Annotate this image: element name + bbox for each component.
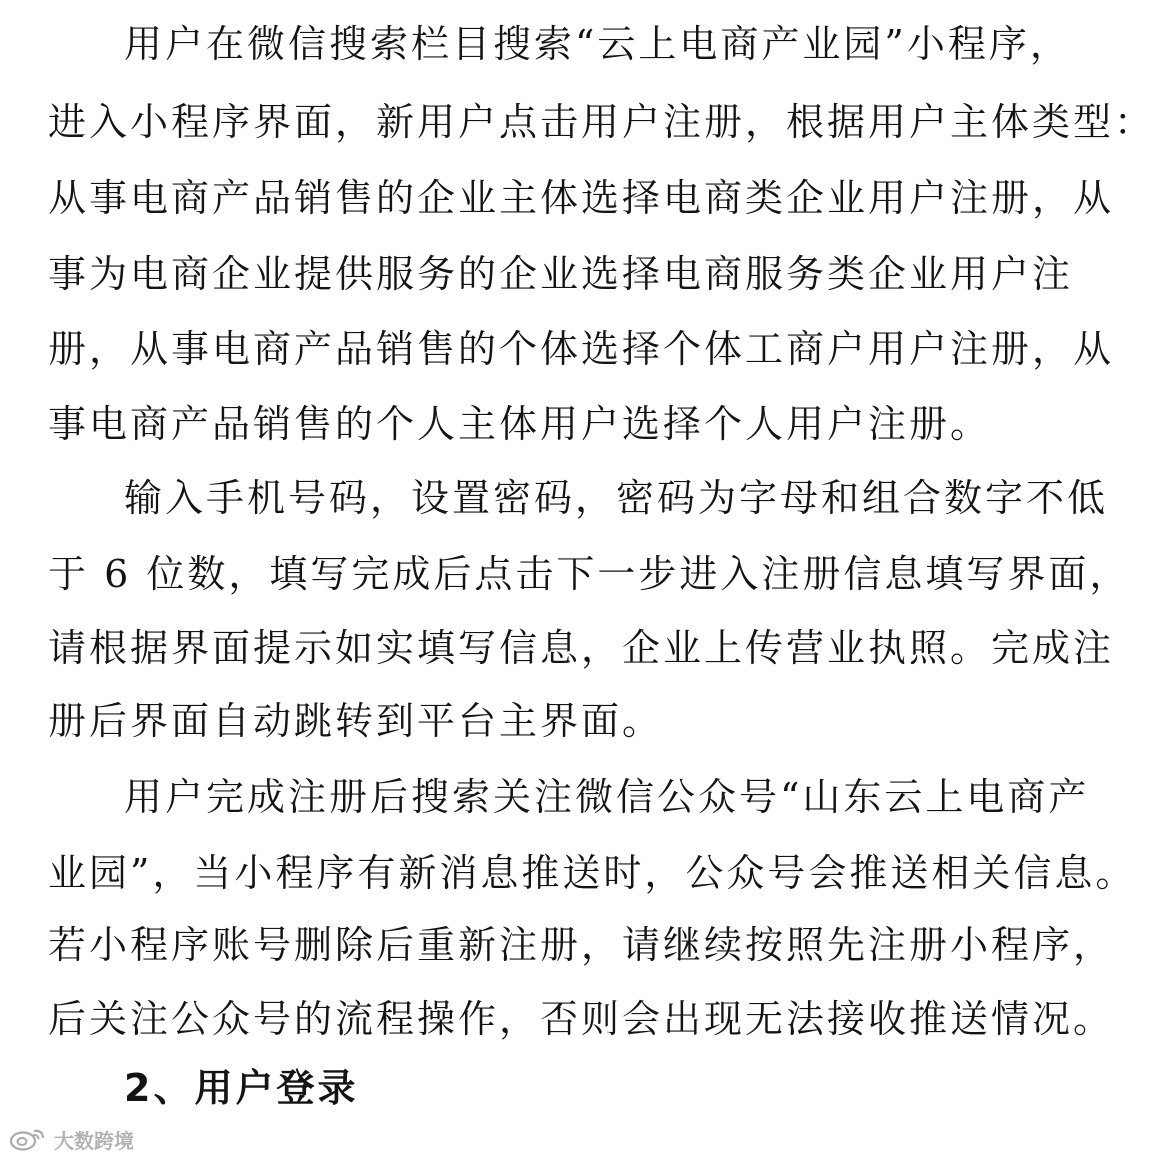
watermark: [8, 1124, 134, 1154]
paragraph-line: 后关注公众号的流程操作，否则会出现无法接收推送情况。: [48, 997, 1115, 1041]
paragraph-line: 进入小程序界面，新用户点击用户注册，根据用户主体类型：: [48, 100, 1155, 144]
paragraph-line: 册后界面自动跳转到平台主界面。: [48, 699, 664, 743]
paragraph-line: 请根据界面提示如实填写信息，企业上传营业执照。完成注: [48, 626, 1115, 670]
watermark-text: 大数跨境: [54, 1128, 134, 1153]
paragraph-line: 从事电商产品销售的企业主体选择电商类企业用户注册，从: [48, 176, 1115, 220]
paragraph-line: 若小程序账号删除后重新注册，请继续按照先注册小程序，: [48, 923, 1115, 967]
paragraph-line: 输入手机号码，设置密码，密码为字母和组合数字不低: [124, 476, 1109, 520]
paragraph-line: 于 6 位数，填写完成后点击下一步进入注册信息填写界面，: [48, 552, 1131, 596]
paragraph-line: 用户在微信搜索栏目搜索“云上电商产业园”小程序，: [124, 22, 1071, 66]
paragraph-line: 事为电商企业提供服务的企业选择电商服务类企业用户注: [48, 252, 1074, 296]
paragraph-line: 用户完成注册后搜索关注微信公众号“山东云上电商产: [124, 775, 1090, 819]
section-heading: 2、用户登录: [124, 1066, 359, 1110]
weibo-logo-icon: [8, 1126, 48, 1152]
paragraph-line: 册，从事电商产品销售的个体选择个体工商户用户注册，从: [48, 327, 1115, 371]
paragraph-line: 事电商产品销售的个人主体用户选择个人用户注册。: [48, 402, 992, 446]
paragraph-line: 业园”，当小程序有新消息推送时，公众号会推送相关信息。: [48, 851, 1137, 895]
